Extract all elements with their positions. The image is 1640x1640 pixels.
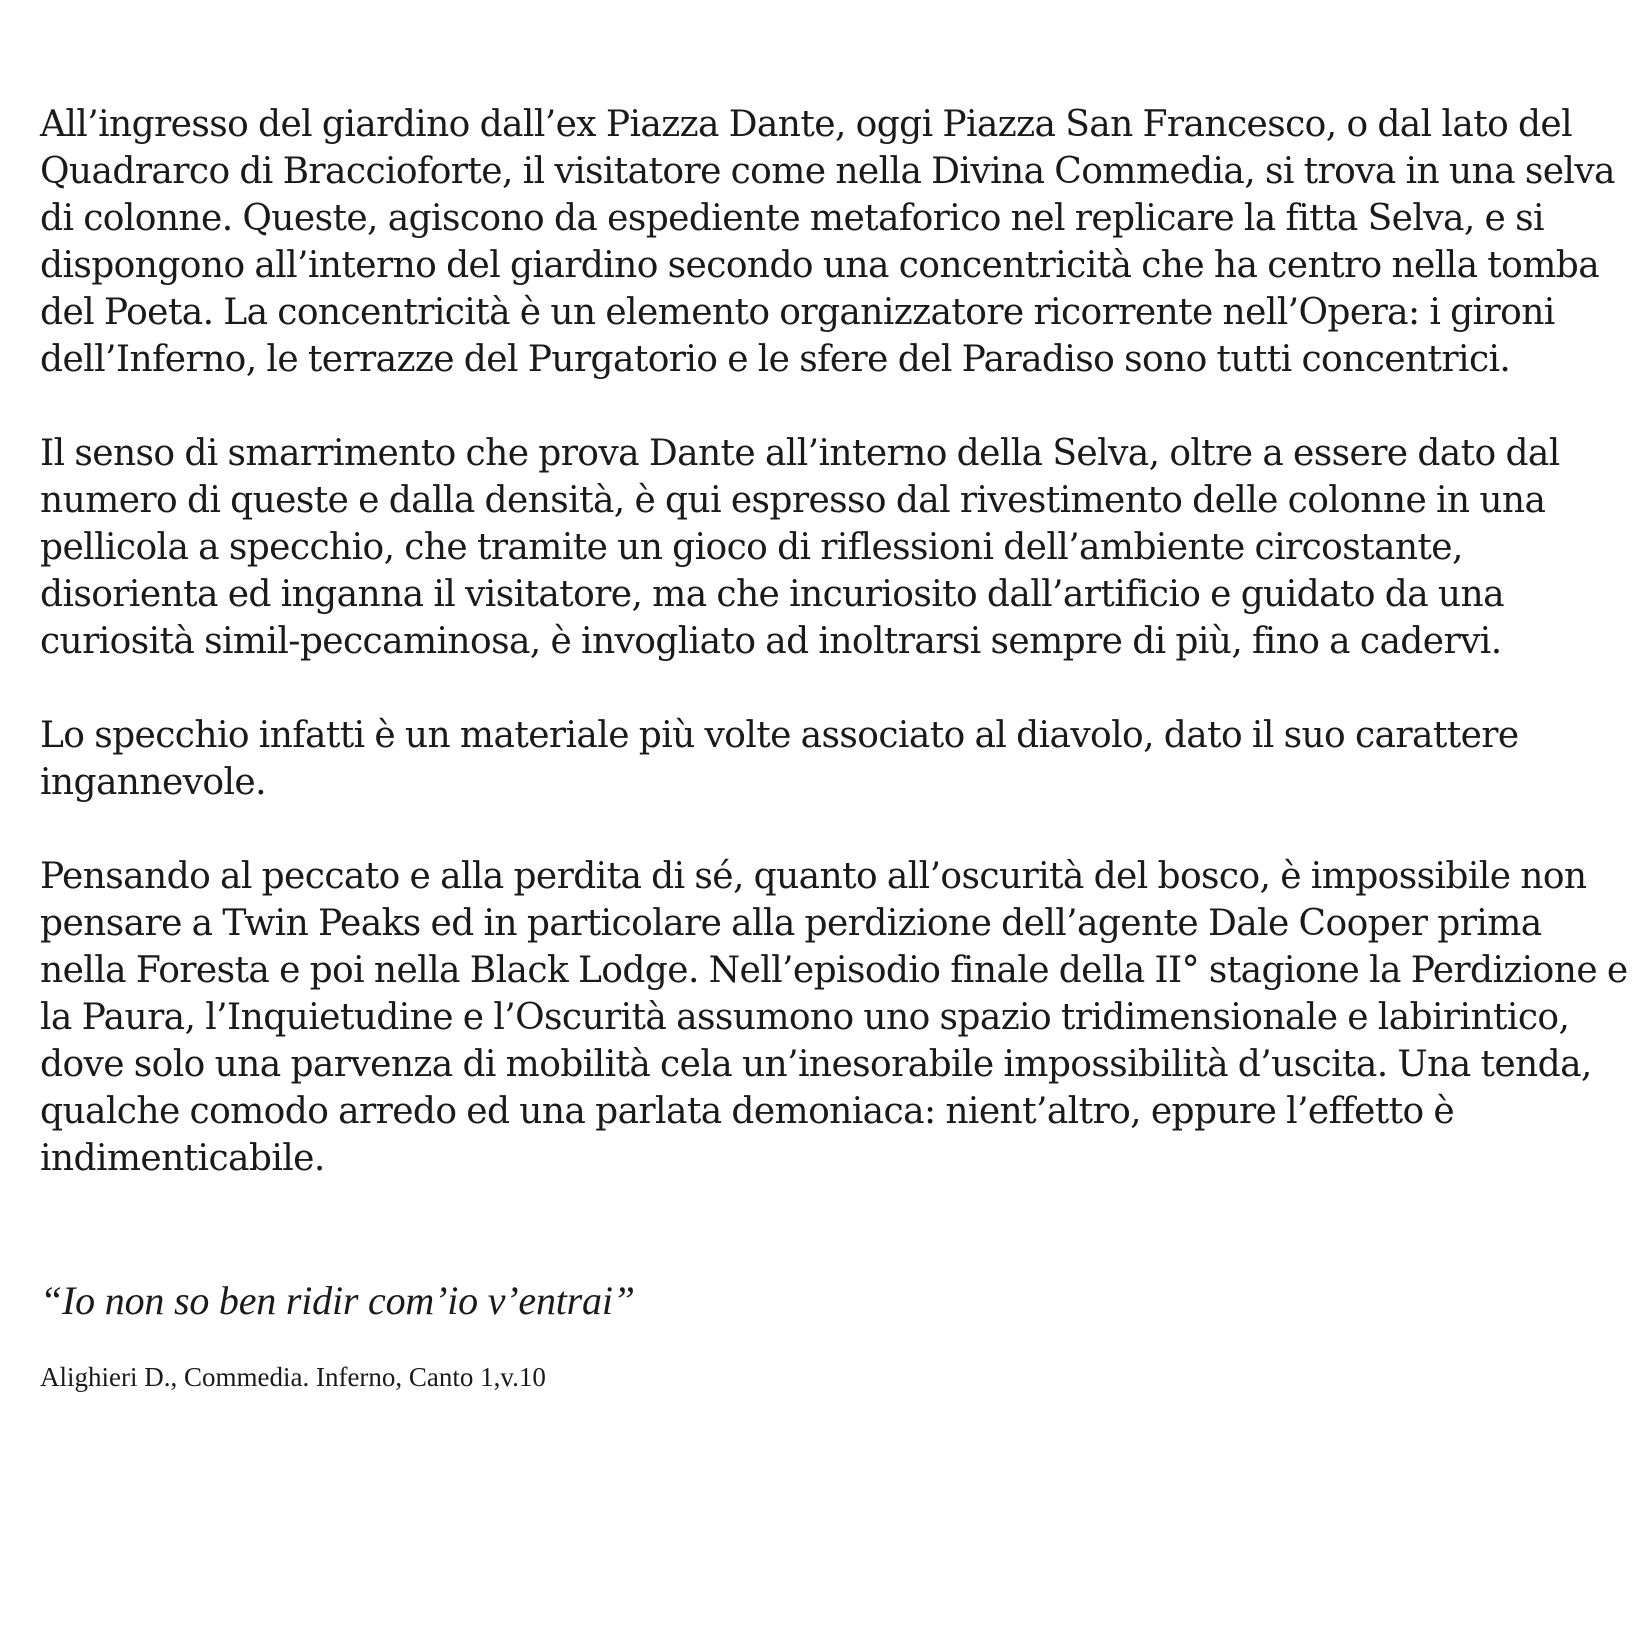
dante-quote: “Io non so ben ridir com’io v’entrai” bbox=[40, 1278, 635, 1323]
paragraph-smarrimento: Il senso di smarrimento che prova Dante all’interno della Selva, oltre a essere dato dal numero di queste e dalla densità, è qui espresso dal rivestimento delle colonne in una pellicola a specchio, che tramite un gioco di riflessioni dell’ambiente circostante, disorienta ed inganna il visitatore, ma che incuriosito dall’artificio e guidato da una curiosità simil-peccaminosa, è invogliato ad inoltrarsi sempre di più, fino a cadervi. bbox=[40, 433, 1560, 662]
document-body bbox=[40, 101, 1630, 1394]
paragraph-twin-peaks: Pensando al peccato e alla perdita di sé, quanto all’oscurità del bosco, è impossibile non pensare a Twin Peaks ed in particolare alla perdizione dell’agente Dale Cooper prima nella Foresta e poi nella Black Lodge. Nell’episodio finale della II° stagione la Perdizione e la Paura, l’Inquietudine e l’Oscurità assumono uno spazio tridimensionale e labirintico, dove solo una parvenza di mobilità cela un’inesorabile impossibilità d’uscita. Una tenda, qualche comodo arredo ed una parlata demoniaca: nient’altro, eppure l’effetto è indimenticabile. bbox=[40, 856, 1628, 1179]
paragraph-selva-di-colonne: All’ingresso del giardino dall’ex Piazza Dante, oggi Piazza San Francesco, o dal lato del Quadrarco di Braccioforte, il visitatore come nella Divina Commedia, si trova in una selva di colonne. Queste, agiscono da espediente metaforico nel replicare la fitta Selva, e si dispongono all’interno del giardino secondo una concentricità che ha centro nella tomba del Poeta. La concentricità è un elemento organizzatore ricorrente nell’Opera: i gironi dell’Inferno, le terrazze del Purgatorio e le sfere del Paradiso sono tutti concentrici. bbox=[40, 104, 1615, 380]
paragraph-specchio: Lo specchio infatti è un materiale più volte associato al diavolo, dato il suo carattere ingannevole. bbox=[40, 715, 1519, 803]
quote-citation: Alighieri D., Commedia. Inferno, Canto 1,v.10 bbox=[40, 1362, 546, 1392]
